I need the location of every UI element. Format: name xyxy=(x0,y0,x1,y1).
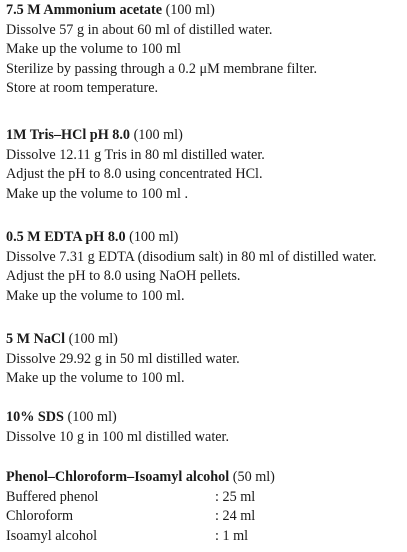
section-heading xyxy=(6,1,404,21)
section-quantity: (100 ml) xyxy=(133,127,183,143)
instruction-line: Adjust the pH to 8.0 using NaOH pellets. xyxy=(6,268,241,285)
section-edta xyxy=(6,228,404,306)
section-title: 10% SDS xyxy=(6,409,64,425)
component-name: Isoamyl alcohol xyxy=(6,527,98,544)
section-ammonium-acetate xyxy=(6,1,404,99)
component-amount: : 25 ml xyxy=(215,488,256,505)
instruction-line: Make up the volume to 100 ml xyxy=(6,41,181,58)
section-quantity: (100 ml) xyxy=(68,331,118,347)
section-heading xyxy=(6,330,404,350)
instruction-line: Make up the volume to 100 ml . xyxy=(6,185,189,202)
instruction-line: Make up the volume to 100 ml. xyxy=(6,370,185,387)
section-heading xyxy=(6,228,404,248)
composition-row xyxy=(6,507,404,527)
composition-row xyxy=(6,527,404,547)
instruction-line: Sterilize by passing through a 0.2 μM membrane filter. xyxy=(6,60,317,77)
section-title: 7.5 M Ammonium acetate xyxy=(6,2,163,18)
instruction-line: Adjust the pH to 8.0 using concentrated HCl. xyxy=(6,166,263,183)
section-title: Phenol–Chloroform–Isoamyl alcohol xyxy=(6,469,230,485)
section-phenol-chloroform xyxy=(6,468,404,546)
component-amount: : 24 ml xyxy=(215,508,256,525)
section-title: 0.5 M EDTA pH 8.0 xyxy=(6,229,126,245)
section-title: 5 M NaCl xyxy=(6,331,66,347)
instruction-line: Dissolve 12.11 g Tris in 80 ml distilled water. xyxy=(6,146,265,163)
section-heading xyxy=(6,408,404,428)
section-tris-hcl xyxy=(6,126,404,204)
section-sds xyxy=(6,408,404,447)
component-name: Buffered phenol xyxy=(6,488,99,505)
section-quantity: (100 ml) xyxy=(67,409,117,425)
section-title: 1M Tris–HCl pH 8.0 xyxy=(6,127,131,143)
instruction-line: Dissolve 10 g in 100 ml distilled water. xyxy=(6,428,230,445)
section-quantity: (100 ml) xyxy=(129,229,179,245)
section-heading xyxy=(6,126,404,146)
section-quantity: (100 ml) xyxy=(165,2,215,18)
section-nacl xyxy=(6,330,404,389)
instruction-line: Dissolve 57 g in about 60 ml of distilled water. xyxy=(6,21,273,38)
instruction-line: Store at room temperature. xyxy=(6,80,159,97)
component-name: Chloroform xyxy=(6,508,73,525)
component-amount: : 1 ml xyxy=(215,527,249,544)
instruction-line: Dissolve 7.31 g EDTA (disodium salt) in 80 ml of distilled water. xyxy=(6,248,377,265)
section-quantity: (50 ml) xyxy=(232,469,275,485)
section-heading xyxy=(6,468,404,488)
instruction-line: Dissolve 29.92 g in 50 ml distilled water. xyxy=(6,350,240,367)
composition-row xyxy=(6,488,404,508)
instruction-line: Make up the volume to 100 ml. xyxy=(6,287,185,304)
